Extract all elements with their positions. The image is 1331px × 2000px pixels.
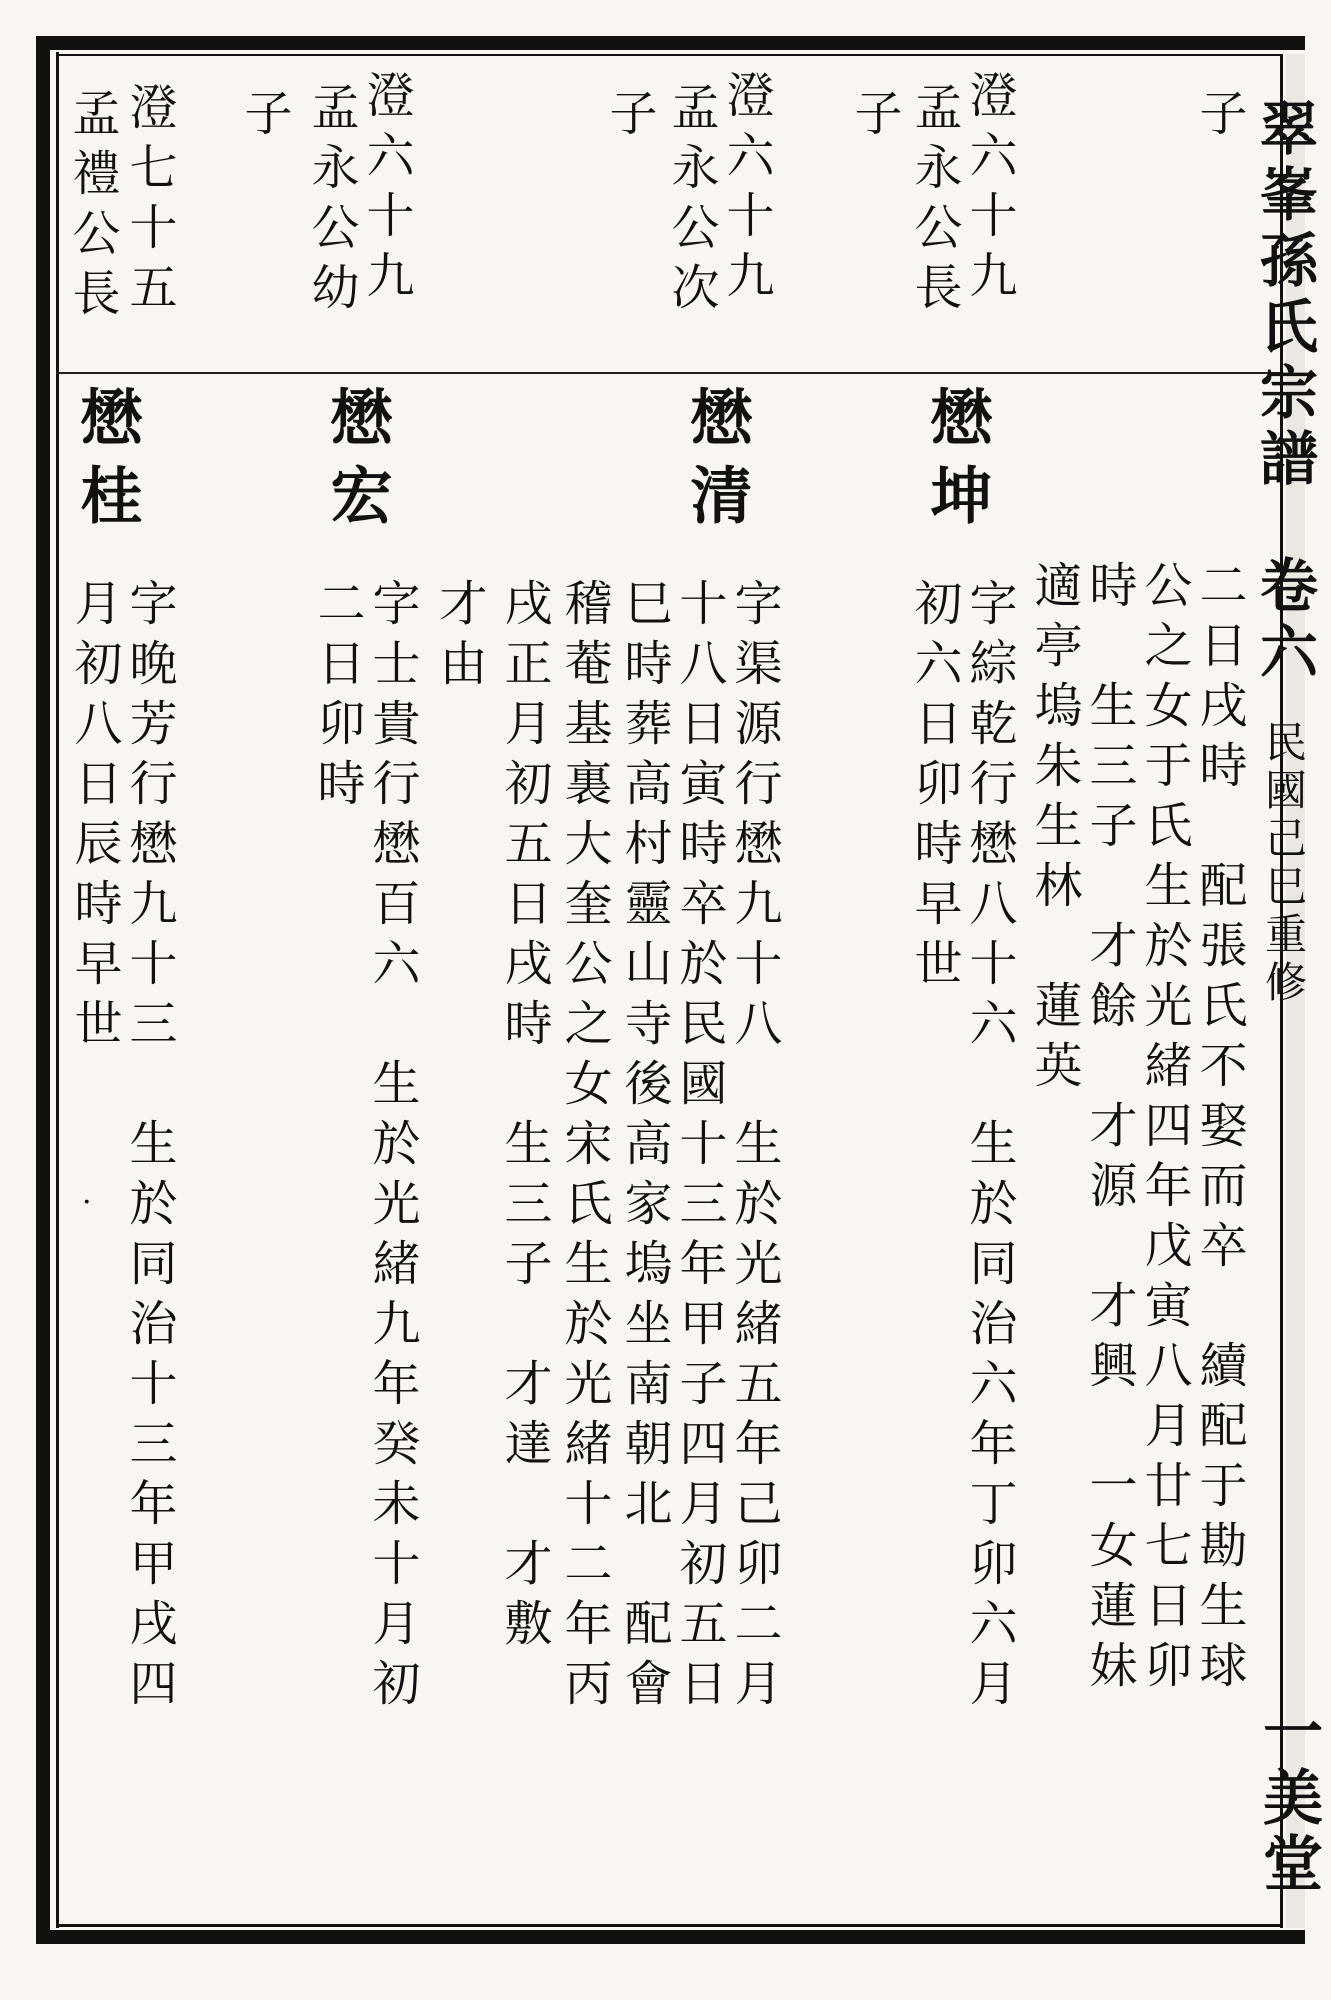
entry-column: 字晚芳行懋九十三 生於同治十三年甲戌四: [121, 578, 177, 1718]
upper-role: 子: [846, 88, 902, 148]
upper-role: 子: [601, 88, 657, 148]
continuation-column: 二日戌時 配張氏不娶而卒 續配于勘生球: [1191, 560, 1247, 1700]
book-title: 翠峯孫氏宗譜: [1250, 98, 1318, 494]
inner-border-top: [56, 54, 1281, 56]
upper-gen: 澄六十九: [961, 70, 1017, 310]
border-top: [36, 36, 1305, 50]
entry-column: 巳時葬高村靈山寺後高家塢坐南朝北 配會: [616, 578, 672, 1718]
entry-column: 才由: [431, 578, 487, 698]
punctuation-dot: ·: [82, 1185, 92, 1220]
entry-name: 懋坤: [920, 385, 993, 541]
entry-column: 字渠源行懋九十八 生於光緒五年己卯二月: [726, 578, 782, 1718]
entry-column: 稽菴基裏大奎公之女宋氏生於光緒十二年丙: [556, 578, 612, 1718]
continuation-column: 時 生三子 才餘 才源 才興 一女蓮妹: [1081, 560, 1137, 1700]
register-divider: [56, 372, 1281, 374]
edition-label: 民國己巳重修: [1259, 720, 1308, 1008]
entry-column: 字士貴行懋百六 生於光緒九年癸未十月初: [364, 578, 420, 1718]
publisher-label: 一美堂: [1253, 1700, 1323, 1898]
entry-column: 字綜乾行懋八十六 生於同治六年丁卯六月: [961, 578, 1017, 1718]
inner-border-bottom: [56, 1924, 1281, 1927]
continuation-top: 子: [1191, 88, 1247, 148]
upper-gen: 澄七十五: [121, 82, 177, 322]
entry-name: 懋宏: [320, 385, 393, 541]
entry-column: 月初八日辰時早世: [66, 578, 122, 1058]
upper-father: 孟永公次: [663, 82, 719, 322]
volume-label: 卷六: [1250, 555, 1318, 687]
upper-father: 孟永公幼: [303, 82, 359, 322]
inner-border-left: [56, 52, 59, 1928]
entry-column: 十八日寅時卒於民國十三年甲子四月初五日: [671, 578, 727, 1718]
upper-gen: 澄六十九: [718, 70, 774, 310]
entry-name: 懋清: [680, 385, 753, 541]
continuation-column: 公之女于氏生於光緒四年戊寅八月廿七日卯: [1136, 560, 1192, 1700]
border-bottom: [36, 1930, 1305, 1944]
entry-column: 戌正月初五日戌時 生三子 才達 才敷: [496, 578, 552, 1658]
upper-role: 子: [236, 88, 292, 148]
upper-father: 孟禮公長: [64, 88, 120, 328]
entry-name: 懋桂: [70, 385, 143, 541]
upper-gen: 澄六十九: [358, 70, 414, 310]
entry-column: 初六日卯時早世: [906, 578, 962, 998]
border-left: [36, 36, 50, 1944]
upper-father: 孟永公長: [906, 82, 962, 322]
continuation-column: 適亭塢朱生林 蓮英: [1026, 560, 1082, 1100]
entry-column: 二日卯時: [309, 578, 365, 818]
